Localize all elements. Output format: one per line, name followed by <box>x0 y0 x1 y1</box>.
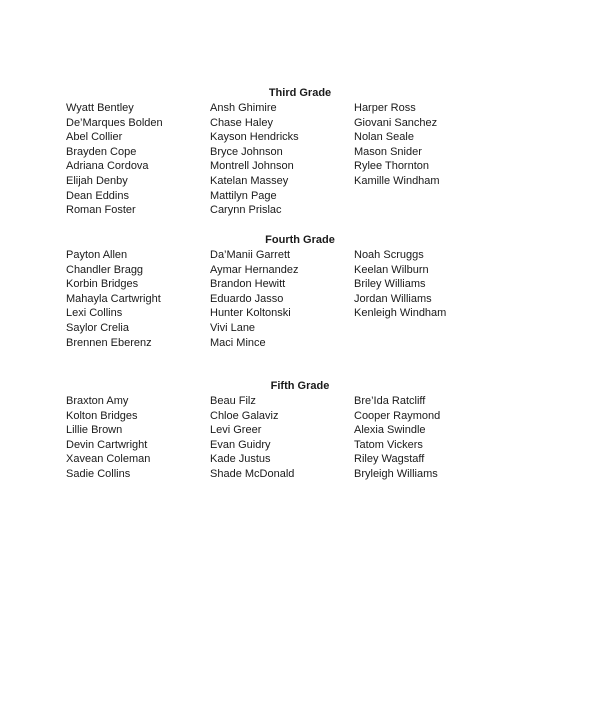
student-name: Eduardo Jasso <box>210 292 284 305</box>
student-name: De’Marques Bolden <box>66 116 163 129</box>
student-name: Dean Eddins <box>66 189 129 202</box>
student-name: Kamille Windham <box>354 174 440 187</box>
student-name: Alexia Swindle <box>354 424 426 437</box>
student-name: Korbin Bridges <box>66 278 139 291</box>
name-column-3 <box>354 248 446 321</box>
student-name: Sadie Collins <box>66 467 131 480</box>
student-name: Kade Justus <box>210 453 271 466</box>
section-title: Fifth Grade <box>270 380 330 392</box>
section-title: Third Grade <box>268 87 332 99</box>
student-name: Katelan Massey <box>210 174 289 187</box>
student-name: Tatom Vickers <box>354 438 423 451</box>
student-name: Brandon Hewitt <box>210 278 286 291</box>
student-name: Brennen Eberenz <box>66 336 152 349</box>
student-name: Chase Haley <box>210 116 273 129</box>
student-name: Kolton Bridges <box>66 409 138 422</box>
student-name: Brayden Cope <box>66 145 137 158</box>
student-name: Jordan Williams <box>354 292 432 305</box>
student-name: Mahayla Cartwright <box>66 292 161 305</box>
name-column-1 <box>66 394 150 482</box>
name-column-3 <box>354 394 440 482</box>
student-name: Bre’Ida Ratcliff <box>354 395 426 407</box>
student-name: Kenleigh Windham <box>354 307 447 320</box>
student-name: Cooper Raymond <box>354 409 441 422</box>
student-name: Wyatt Bentley <box>66 102 134 114</box>
student-name: Giovani Sanchez <box>354 116 438 129</box>
name-column-3 <box>354 101 440 189</box>
student-name: Harper Ross <box>354 102 416 114</box>
name-column-2 <box>210 101 299 218</box>
student-name: Mason Snider <box>354 145 422 158</box>
student-name: Adriana Cordova <box>66 160 149 173</box>
student-name: Elijah Denby <box>66 174 128 187</box>
student-name: Xavean Coleman <box>66 453 151 466</box>
student-name: Levi Greer <box>210 424 262 437</box>
student-name: Bryce Johnson <box>210 145 283 158</box>
student-name: Braxton Amy <box>66 395 129 407</box>
student-name: Noah Scruggs <box>354 249 424 261</box>
student-name: Montrell Johnson <box>210 160 294 173</box>
student-name: Aymar Hernandez <box>210 263 299 276</box>
student-name: Rylee Thornton <box>354 160 430 173</box>
student-name: Hunter Koltonski <box>210 307 291 320</box>
student-name: Chandler Bragg <box>66 263 144 276</box>
section-title: Fourth Grade <box>265 234 335 246</box>
name-column-1 <box>66 248 161 350</box>
student-name: Riley Wagstaff <box>354 453 425 466</box>
name-column-2 <box>210 248 298 350</box>
name-column-2 <box>210 394 294 482</box>
student-name: Lexi Collins <box>66 307 123 320</box>
student-name: Keelan Wilburn <box>354 263 429 276</box>
student-name: Saylor Crelia <box>66 321 129 334</box>
student-name: Chloe Galaviz <box>210 409 279 422</box>
student-name: Briley Williams <box>354 278 426 291</box>
student-name: Carynn Prislac <box>210 204 282 217</box>
student-name: Vivi Lane <box>210 321 256 334</box>
student-name: Ansh Ghimire <box>210 102 277 114</box>
student-name: Shade McDonald <box>210 467 295 480</box>
student-name: Mattilyn Page <box>210 189 277 202</box>
name-column-1 <box>66 101 163 218</box>
student-name: Maci Mince <box>210 336 266 349</box>
student-name: Nolan Seale <box>354 131 414 144</box>
student-name: Bryleigh Williams <box>354 467 438 480</box>
student-name: Payton Allen <box>66 249 128 261</box>
student-name: Abel Collier <box>66 131 123 144</box>
student-name: Evan Guidry <box>210 438 271 451</box>
student-name: Da’Manii Garrett <box>210 249 291 261</box>
student-name: Beau Filz <box>210 395 256 407</box>
student-name: Kayson Hendricks <box>210 131 299 144</box>
student-name: Lillie Brown <box>66 424 123 437</box>
student-name: Devin Cartwright <box>66 438 148 451</box>
student-name: Roman Foster <box>66 204 136 217</box>
